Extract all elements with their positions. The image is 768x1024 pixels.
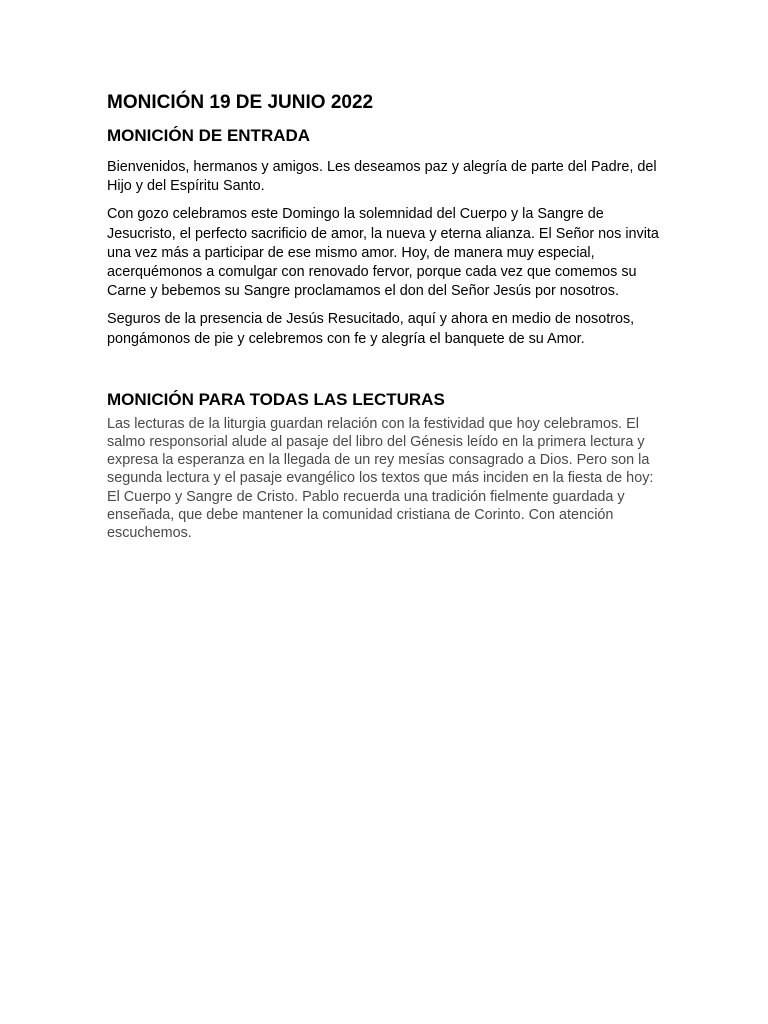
section-heading-lecturas: MONICIÓN PARA TODAS LAS LECTURAS — [107, 389, 445, 409]
entrada-paragraph-2: Con gozo celebramos este Domingo la solemnidad del Cuerpo y la Sangre de Jesucristo, el perfecto sacrificio de amor, la nueva y eterna alianza. El Señor nos invita una vez más a participar de ese mismo amor. Hoy, de manera muy especial, acerquémonos a comulgar con renovado fervor, porque cada vez que comemos su Carne y bebemos su Sangre proclamamos el don del Señor Jesús por nosotros. — [107, 206, 659, 300]
document-title: MONICIÓN 19 DE JUNIO 2022 — [107, 92, 374, 113]
document-content — [107, 91, 667, 542]
entrada-paragraph-3: Seguros de la presencia de Jesús Resucitado, aquí y ahora en medio de nosotros, pongámonos de pie y celebremos con fe y alegría el banquete de su Amor. — [107, 311, 635, 347]
section-heading-entrada: MONICIÓN DE ENTRADA — [107, 126, 311, 145]
entrada-paragraph-1: Bienvenidos, hermanos y amigos. Les deseamos paz y alegría de parte del Padre, del Hijo y del Espíritu Santo. — [107, 159, 657, 195]
lecturas-paragraph: Las lecturas de la liturgia guardan relación con la festividad que hoy celebramos. El salmo responsorial alude al pasaje del libro del Génesis leído en la primera lectura y expresa la esperanza en la llegada de un rey mesías consagrado a Dios. Pero son la segunda lectura y el pasaje evangélico los textos que más inciden en la fiesta de hoy: El Cuerpo y Sangre de Cristo. Pablo recuerda una tradición fielmente guardada y enseñada, que debe mantener la comunidad cristiana de Corinto. Con atención escuchemos. — [107, 415, 654, 542]
